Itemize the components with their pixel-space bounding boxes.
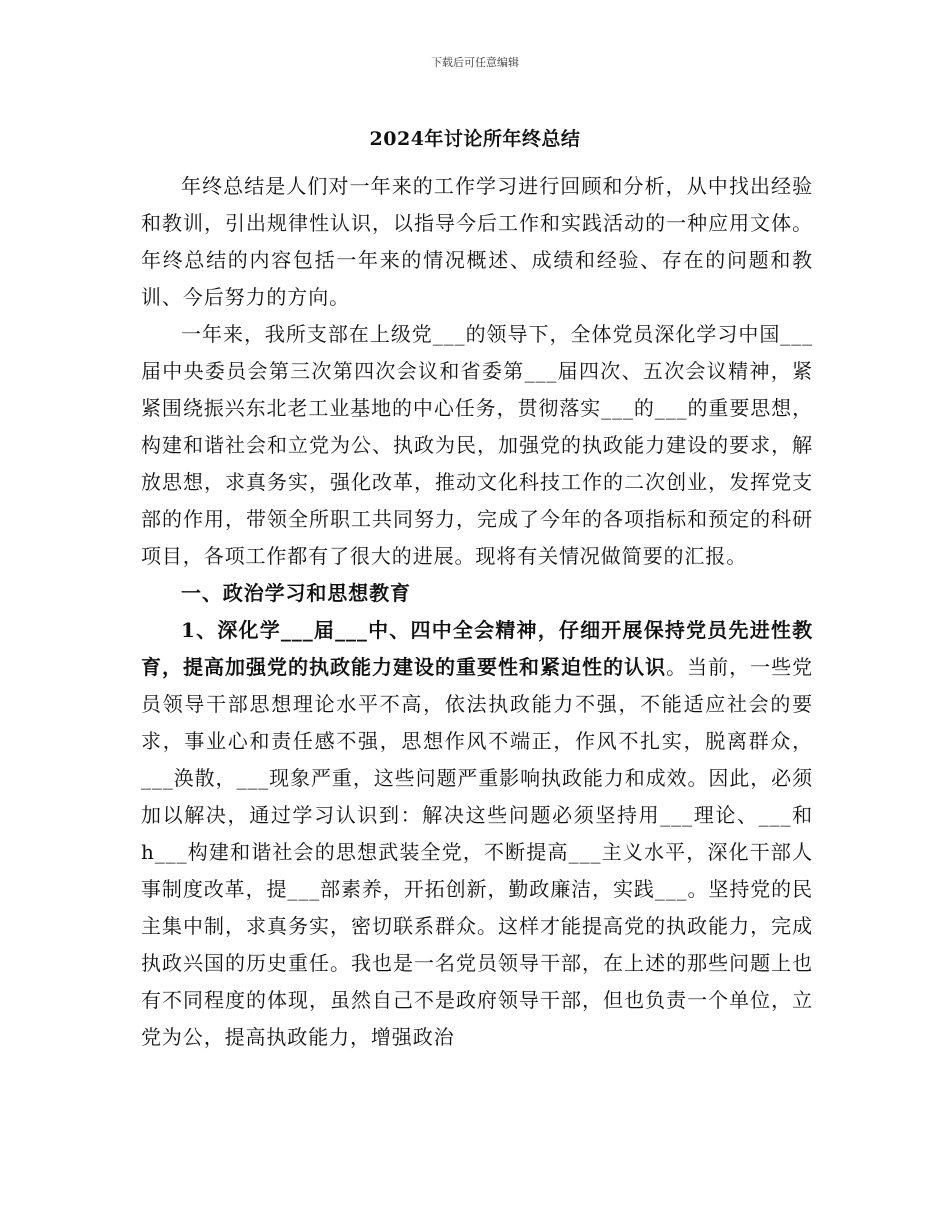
paragraph-item-1	[141, 612, 813, 1056]
item-1-bold-lead: 1、深化学___届___中、四中全会精神，仔细开展保持党员先进性教育，提高加强党的执政能力建设的重要性和紧迫性的认识	[141, 618, 813, 679]
header-note: 下载后可任意编辑	[431, 56, 519, 69]
section-heading-political-study: 一、政治学习和思想教育	[181, 581, 411, 605]
document-title: 2024年讨论所年终总结	[369, 128, 581, 150]
item-1-text: 。当前，一些党员领导干部思想理论水平不高，依法执政能力不强，不能适应社会的要求，事业心和责任感不强，思想作风不端正，作风不扎实，脱离群众，___涣散，___现象严重，这些问题严重影响执政能力和成效。因此，必须加以解决，通过学习认识到：解决这些问题必须坚持用___理论、___和h___构建和谐社会的思想武装全党，不断提高___主义水平，深化干部人事制度改革，提___部素养，开拓创新，勤政廉洁，实践___。坚持党的民主集中制，求真务实，密切联系群众。这样才能提高党的执政能力，完成执政兴国的历史重任。我也是一名党员领导干部，在上述的那些问题上也有不同程度的体现，虽然自己不是政府领导干部，但也负责一个单位，立党为公，提高执政能力，增强政治	[141, 655, 813, 1049]
paragraph-intro: 年终总结是人们对一年来的工作学习进行回顾和分析，从中找出经验和教训，引出规律性认识，以指导今后工作和实践活动的一种应用文体。年终总结的内容包括一年来的情况概述、成绩和经验、存在的问题和教训、今后努力的方向。	[141, 174, 813, 309]
paragraph-overview: 一年来，我所支部在上级党___的领导下，全体党员深化学习中国___届中央委员会第三次第四次会议和省委第___届四次、五次会议精神，紧紧围绕振兴东北老工业基地的中心任务，贯彻落实___的___的重要思想，构建和谐社会和立党为公、执政为民，加强党的执政能力建设的要求，解放思想，求真务实，强化改革，推动文化科技工作的二次创业，发挥党支部的作用，带领全所职工共同努力，完成了今年的各项指标和预定的科研项目，各项工作都有了很大的进展。现将有关情况做简要的汇报。	[141, 322, 813, 568]
document-body	[141, 168, 813, 1056]
